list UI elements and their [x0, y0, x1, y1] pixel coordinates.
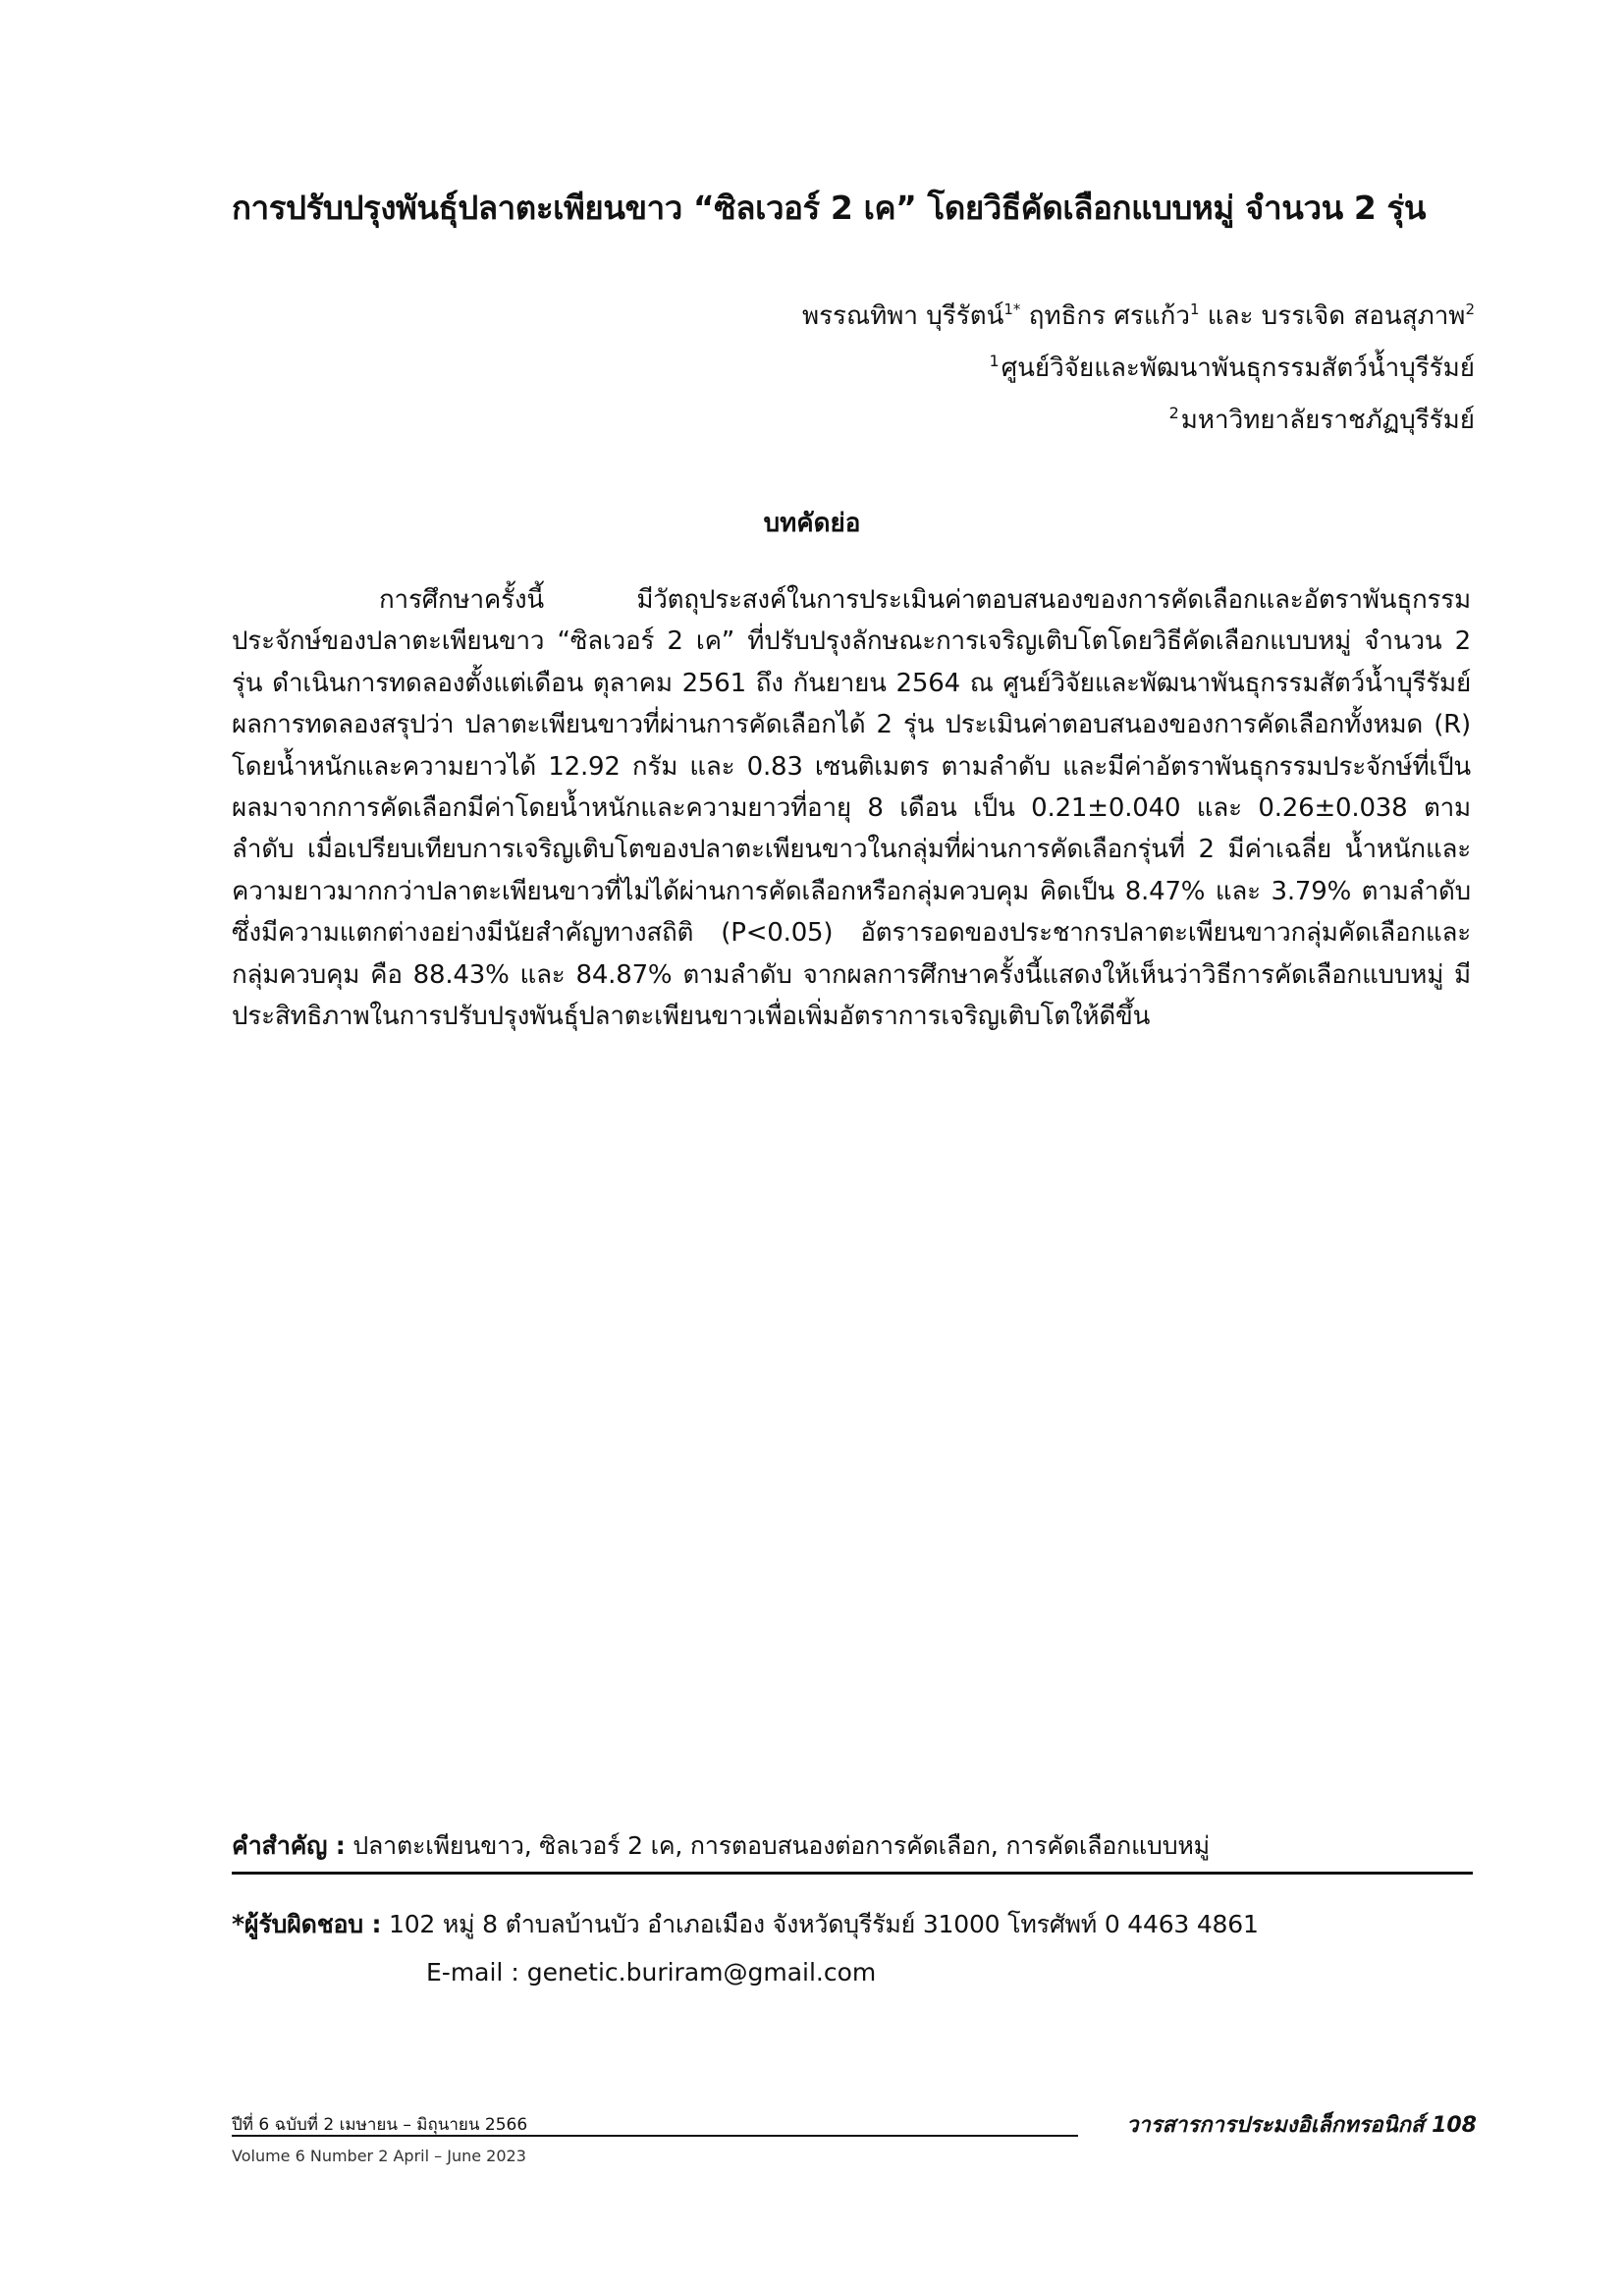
keywords-line [232, 1826, 1479, 1866]
affiliation-number: 2 [1168, 404, 1179, 422]
author-superscript: 1* [1003, 300, 1021, 318]
corresponding-email: E-mail : genetic.buriram@gmail.com [426, 1958, 877, 1987]
author-superscript: 1 [1190, 300, 1200, 318]
footer-issue: ปีที่ 6 ฉบับที่ 2 เมษายน – มิถุนายน 2566 [232, 2115, 528, 2135]
affiliation-line [802, 339, 1475, 391]
abstract-paragraph: การศึกษาครั้งนี้ มีวัตถุประสงค์ในการประเมินค่าตอบสนองของการคัดเลือกและอัตราพันธุกรรมประจักษ์ของปลาตะเพียนขาว “ซิลเวอร์ 2 เค” ที่ปรับปรุงลักษณะการเจริญเติบโตโดยวิธีคัดเลือกแบบหมู่ จำนวน 2 รุ่น ดำเนินการทดลองตั้งแต่เดือน ตุลาคม 2561 ถึง กันยายน 2564 ณ ศูนย์วิจัยและพัฒนาพันธุกรรมสัตว์น้ำบุรีรัมย์ ผลการทดลองสรุปว่า ปลาตะเพียนขาวที่ผ่านการคัดเลือกได้ 2 รุ่น ประเมินค่าตอบสนองของการคัดเลือกทั้งหมด (R) โดยน้ำหนักและความยาวได้ 12.92 กรัม และ 0.83 เซนติเมตร ตามลำดับ และมีค่าอัตราพันธุกรรมประจักษ์ที่เป็นผลมาจากการคัดเลือกมีค่าโดยน้ำหนักและความยาวที่อายุ 8 เดือน เป็น 0.21±0.040 และ 0.26±0.038 ตามลำดับ เมื่อเปรียบเทียบการเจริญเติบโตของปลาตะเพียนขาวในกลุ่มที่ผ่านการคัดเลือกรุ่นที่ 2 มีค่าเฉลี่ย น้ำหนักและความยาวมากกว่าปลาตะเพียนขาวที่ไม่ได้ผ่านการคัดเลือกหรือกลุ่มควบคุม คิดเป็น 8.47% และ 3.79% ตามลำดับ ซึ่งมีความแตกต่างอย่างมีนัยสำคัญทางสถิติ (P<0.05) อัตรารอดของประชากรปลาตะเพียนขาวกลุ่มคัดเลือกและกลุ่มควบคุม คือ 88.43% และ 84.87% ตามลำดับ จากผลการศึกษาครั้งนี้แสดงให้เห็นว่าวิธีการคัดเลือกแบบหมู่ มีประสิทธิภาพในการปรับปรุงพันธุ์ปลาตะเพียนขาวเพื่อเพิ่มอัตราการเจริญเติบโตให้ดีขึ้น [232, 585, 1471, 1032]
paper-title: การปรับปรุงพันธุ์ปลาตะเพียนขาว “ซิลเวอร์ 2 เค” โดยวิธีคัดเลือกแบบหมู่ จำนวน 2 รุ่น [232, 189, 1426, 227]
corresponding-address: 102 หมู่ 8 ตำบลบ้านบัว อำเภอเมือง จังหวัดบุรีรัมย์ 31000 โทรศัพท์ 0 4463 4861 [381, 1910, 1259, 1938]
footer-journal [1126, 2107, 1477, 2142]
affiliation-number: 1 [989, 352, 1000, 370]
author-name: ฤทธิกร ศรแก้ว [1020, 301, 1190, 331]
author-name: พรรณทิพา บุรีรัตน์ [801, 301, 1004, 331]
author-block [802, 295, 1475, 443]
affiliation-text: มหาวิทยาลัยราชภัฏบุรีรัมย์ [1180, 406, 1475, 435]
affiliation-text: ศูนย์วิจัยและพัฒนาพันธุกรรมสัตว์น้ำบุรีรัมย์ [1001, 354, 1475, 383]
author-conjunction: และ [1199, 301, 1262, 331]
author-line [802, 295, 1475, 339]
author-name: บรรเจิด สอนสุภาพ [1261, 301, 1466, 331]
corresponding-label: *ผู้รับผิดชอบ : [232, 1910, 382, 1938]
keywords-text: ปลาตะเพียนขาว, ซิลเวอร์ 2 เค, การตอบสนองต่อการคัดเลือก, การคัดเลือกแบบหมู่ [345, 1831, 1210, 1860]
page-number: 108 [1432, 2113, 1477, 2138]
abstract-body [232, 579, 1471, 1037]
footer-volume: Volume 6 Number 2 April – June 2023 [232, 2147, 526, 2165]
abstract-heading: บทคัดย่อ [763, 509, 861, 538]
corresponding-line [232, 1905, 1479, 1944]
journal-name: วารสารการประมงอิเล็กทรอนิกส์ [1126, 2113, 1425, 2138]
affiliation-line [802, 391, 1475, 443]
author-superscript: 2 [1465, 300, 1475, 318]
keywords-divider [232, 1872, 1473, 1875]
keywords-label: คำสำคัญ : [232, 1831, 346, 1860]
footer-divider [232, 2135, 1078, 2137]
